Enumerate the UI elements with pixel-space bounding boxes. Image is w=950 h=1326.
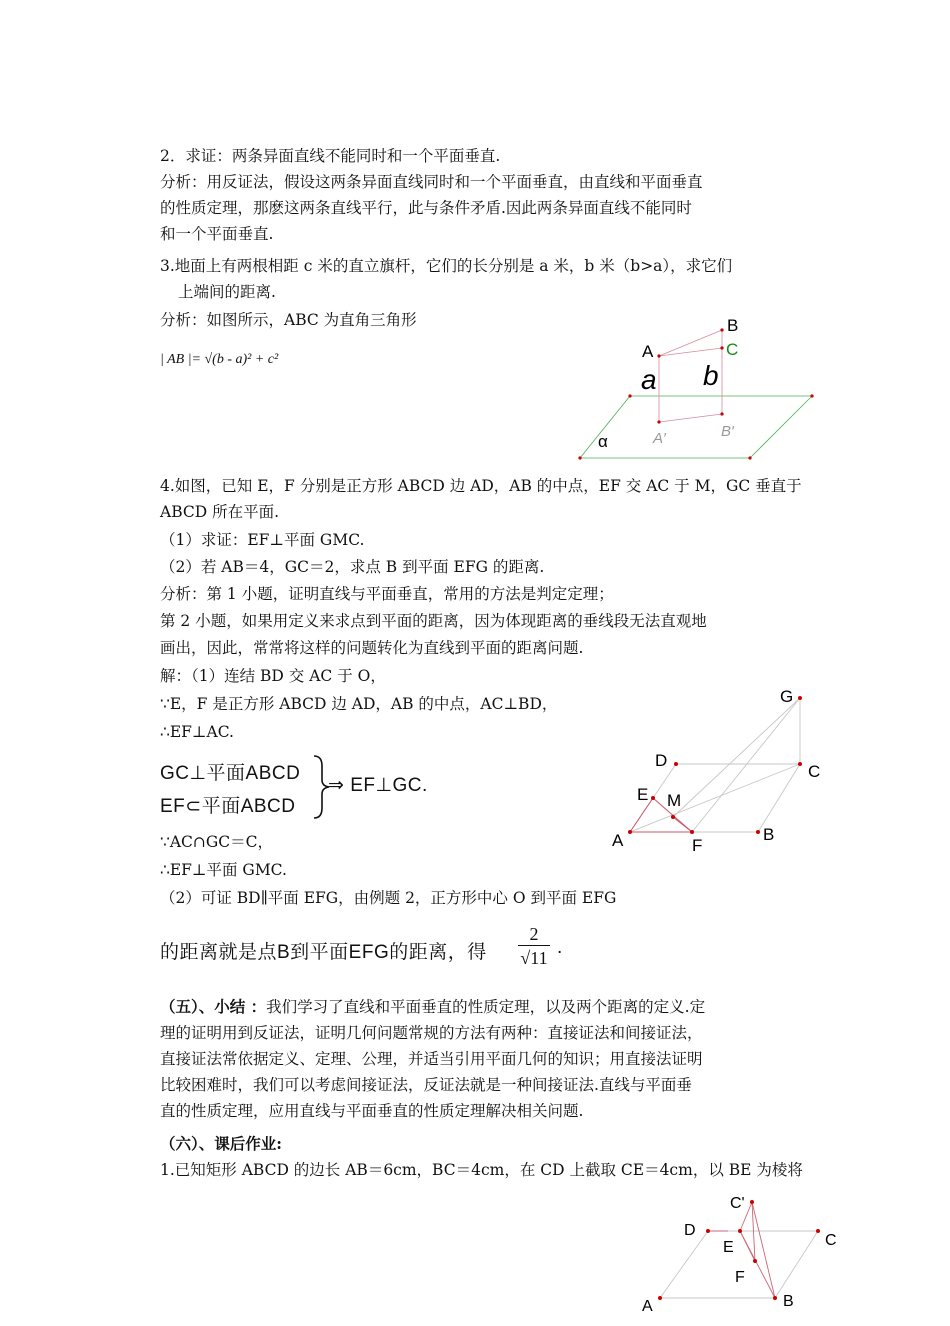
- label-b: b: [703, 360, 719, 391]
- summary-heading: （五）、小结 ：: [160, 997, 267, 1016]
- label-E: E: [723, 1239, 734, 1256]
- label-M: M: [667, 791, 682, 810]
- summary-line-5: 直的性质定理，应用直线与平面垂直的性质定理解决相关问题.: [160, 1102, 584, 1120]
- problem-4-question-2: （2）若 AB＝4，GC＝2，求点 B 到平面 EFG 的距离.: [160, 558, 545, 576]
- label-C: C: [808, 762, 821, 781]
- problem-3-analysis: 分析：如图所示，ABC 为直角三角形: [160, 311, 417, 329]
- summary-line-1: [160, 996, 705, 1018]
- flagpole-figure: [570, 310, 830, 470]
- problem-3-text-2: 上端间的距离.: [178, 283, 276, 301]
- label-C: C: [726, 340, 739, 359]
- problem-3-text-1: 3.地面上有两根相距 c 米的直立旗杆，它们的长分别是 a 米，b 米（b>a），求它们: [160, 257, 733, 275]
- fraction-denominator: √11: [520, 948, 548, 968]
- label-C: C: [825, 1232, 837, 1249]
- brace-line-1: GC⊥平面ABCD: [160, 763, 301, 784]
- brace-line-2: EF⊂平面ABCD: [160, 796, 296, 817]
- label-F: F: [692, 836, 703, 855]
- fraction: [514, 924, 554, 969]
- problem-4-text-1: 4.如图，已知 E，F 分别是正方形 ABCD 边 AD，AB 的中点，EF 交 AC 于 M，GC 垂直于: [160, 477, 802, 495]
- fraction-numerator: 2: [529, 924, 539, 944]
- fraction-bar: [518, 945, 550, 946]
- label-A: A: [642, 1298, 653, 1315]
- label-B: B: [783, 1293, 794, 1310]
- distance-formula: | AB |= √(b - a)² + c²: [160, 352, 279, 367]
- solution-line-6: （2）可证 BD∥平面 EFG，由例题 2，正方形中心 O 到平面 EFG: [160, 889, 617, 907]
- problem-4-question-1: （1）求证：EF⊥平面 GMC.: [160, 531, 365, 549]
- label-B: B: [727, 316, 739, 335]
- label-B-prime: B′: [721, 423, 734, 440]
- solution-line-5: ∴EF⊥平面 GMC.: [160, 861, 287, 879]
- solution-line-3: ∴EF⊥AC.: [160, 723, 234, 741]
- problem-4-text-2: ABCD 所在平面.: [160, 503, 280, 521]
- problem-2-analysis-3: 和一个平面垂直.: [160, 225, 274, 243]
- solution-line-2: ∵E，F 是正方形 ABCD 边 AD，AB 的中点，AC⊥BD，: [160, 695, 558, 713]
- problem-2-analysis-2: 的性质定理，那麽这两条直线平行，此与条件矛盾.因此两条异面直线不能同时: [160, 199, 692, 217]
- problem-2-title: 2．求证：两条异面直线不能同时和一个平面垂直.: [160, 147, 501, 165]
- summary-line-4: 比较困难时，我们可以考虑间接证法，反证法就是一种间接证法.直线与平面垂: [160, 1076, 692, 1094]
- summary-line-3: 直接证法常依据定义、定理、公理，并适当引用平面几何的知识；用直接法证明: [160, 1050, 703, 1068]
- label-C-prime: C': [730, 1195, 745, 1212]
- label-D: D: [655, 751, 668, 770]
- homework-heading: （六）、课后作业:: [160, 1134, 282, 1153]
- summary-line-2: 理的证明用到反证法，证明几何问题常规的方法有两种：直接证法和间接证法，: [160, 1024, 703, 1042]
- solution-line-7: 的距离就是点B到平面EFG的距离，得: [160, 942, 487, 963]
- problem-4-analysis-1: 分析：第 1 小题，证明直线与平面垂直，常用的方法是判定定理；: [160, 585, 614, 603]
- label-A-prime: A′: [653, 430, 666, 447]
- problem-2-analysis-1: 分析：用反证法，假设这两条异面直线同时和一个平面垂直，由直线和平面垂直: [160, 173, 703, 191]
- label-A: A: [612, 831, 624, 850]
- square-figure: [600, 680, 840, 860]
- label-a: a: [641, 364, 657, 395]
- label-G: G: [780, 687, 794, 706]
- solution-line-1: 解：（1）连结 BD 交 AC 于 O，: [160, 667, 386, 685]
- segment-base: [659, 414, 722, 422]
- label-E: E: [637, 785, 649, 804]
- label-D: D: [684, 1222, 696, 1239]
- problem-4-analysis-2: 第 2 小题，如果用定义来求点到平面的距离，因为体现距离的垂线段无法直观地: [160, 612, 707, 630]
- label-B: B: [763, 825, 775, 844]
- label-alpha: α: [598, 432, 608, 451]
- solution-line-4: ∵AC∩GC＝C，: [160, 833, 274, 851]
- folded-rectangle-figure: [630, 1188, 845, 1323]
- brace-conclusion: ⇒ EF⊥GC.: [328, 775, 428, 796]
- summary-text-1: 我们学习了直线和平面垂直的性质定理，以及两个距离的定义.定: [266, 998, 706, 1016]
- label-F: F: [735, 1269, 745, 1286]
- problem-4-analysis-3: 画出，因此，常常将这样的问题转化为直线到平面的距离问题.: [160, 639, 584, 657]
- label-A: A: [642, 342, 654, 361]
- fraction-period: .: [557, 937, 563, 958]
- plane-edge-right: [750, 396, 812, 458]
- homework-1: 1.已知矩形 ABCD 的边长 AB＝6cm，BC＝4cm，在 CD 上截取 CE＝4cm，以 BE 为棱将: [160, 1161, 803, 1179]
